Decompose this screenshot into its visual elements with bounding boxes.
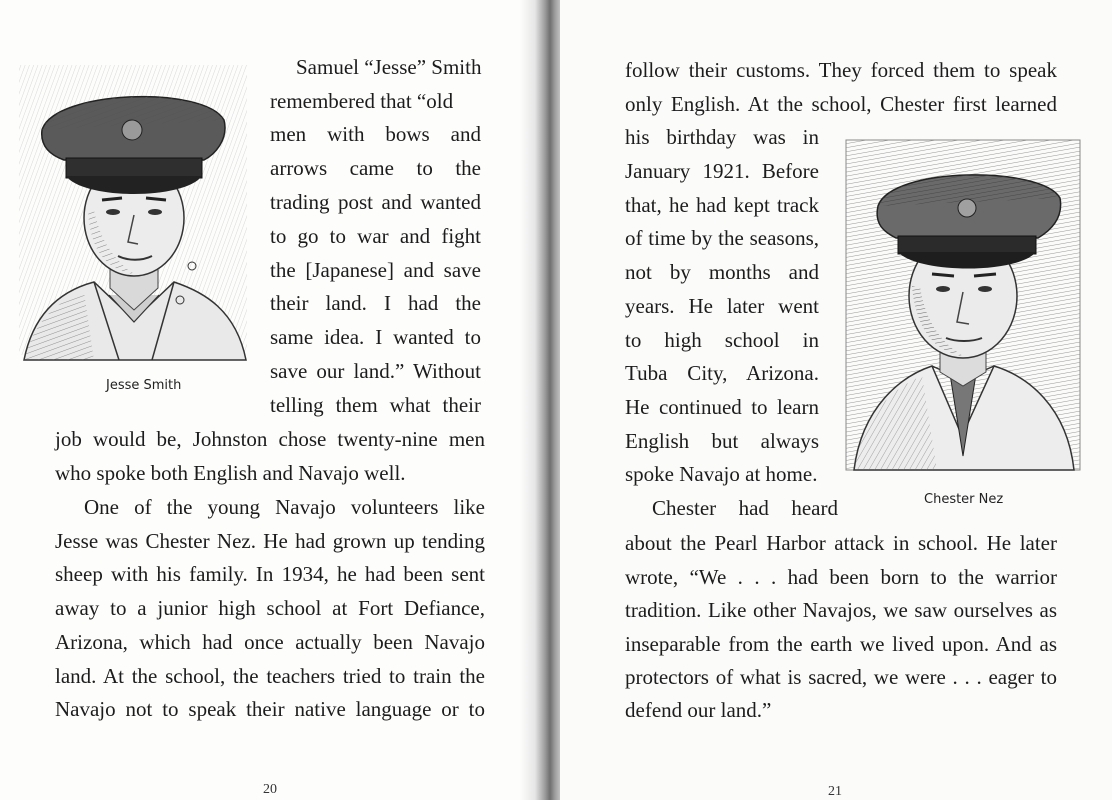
text-line: only English. At the school, Chester first learned <box>625 92 1057 116</box>
text-line: years. He later went <box>625 294 819 318</box>
text-line: remembered that “old <box>270 89 454 113</box>
text-line: tradition. Like other Navajos, we saw ourselves as <box>625 598 1057 622</box>
text-line: He continued to learn <box>625 395 819 419</box>
text-line: about the Pearl Harbor attack in school. He later <box>625 531 1057 555</box>
text-line: to high school in <box>625 328 819 352</box>
text-line: wrote, “We . . . had been born to the warrior <box>625 565 1057 589</box>
text-line: that, he had kept track <box>625 193 819 217</box>
text-line: telling them what their <box>270 393 481 417</box>
text-line: who spoke both English and Navajo well. <box>55 461 406 485</box>
text-line: trading post and wanted <box>270 190 481 214</box>
chester-nez-portrait <box>842 136 1084 476</box>
text-line: job would be, Johnston chose twenty-nine men <box>55 427 485 451</box>
text-line: of time by the seasons, <box>625 226 819 250</box>
text-line: inseparable from the earth we lived upon. And as <box>625 632 1057 656</box>
text-line: his birthday was in <box>625 125 819 149</box>
text-line: follow their customs. They forced them to speak <box>625 58 1057 82</box>
text-line: English but always <box>625 429 819 453</box>
text-line: January 1921. Before <box>625 159 819 183</box>
text-line: same idea. I wanted to <box>270 325 481 349</box>
text-line: Samuel “Jesse” Smith <box>296 55 482 79</box>
text-line: protectors of what is sacred, we were . . . eager to <box>625 665 1057 689</box>
text-line: Chester had heard <box>652 496 838 520</box>
text-line: defend our land.” <box>625 698 772 722</box>
text-line: not by months and <box>625 260 819 284</box>
text-line: away to a junior high school at Fort Defiance, <box>55 596 485 620</box>
text-line: arrows came to the <box>270 156 481 180</box>
text-line: One of the young Navajo volunteers like <box>84 495 485 519</box>
chester-nez-caption: Chester Nez <box>924 492 1004 507</box>
text-line: spoke Navajo at home. <box>625 462 818 486</box>
page-number-right: 21 <box>828 784 842 799</box>
jesse-smith-caption: Jesse Smith <box>106 378 182 393</box>
text-line: sheep with his family. In 1934, he had been sent <box>55 562 485 586</box>
text-line: land. At the school, the teachers tried to train the <box>55 664 485 688</box>
text-line: Arizona, which had once actually been Navajo <box>55 630 485 654</box>
text-line: Jesse was Chester Nez. He had grown up tending <box>55 529 485 553</box>
page-number-left: 20 <box>263 782 277 797</box>
left-page <box>0 0 540 800</box>
jesse-smith-portrait <box>14 60 254 370</box>
text-line: their land. I had the <box>270 291 481 315</box>
text-line: to go to war and fight <box>270 224 481 248</box>
text-line: save our land.” Without <box>270 359 481 383</box>
text-line: men with bows and <box>270 122 481 146</box>
text-line: the [Japanese] and save <box>270 258 481 282</box>
text-line: Navajo not to speak their native language or to <box>55 697 485 721</box>
right-page <box>560 0 1112 800</box>
text-line: Tuba City, Arizona. <box>625 361 819 385</box>
